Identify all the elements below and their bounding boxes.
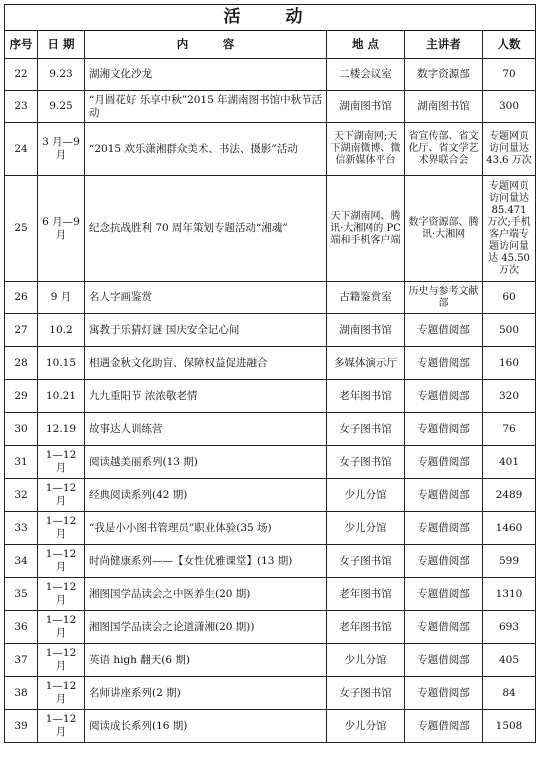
cell-place: 老年图书馆 bbox=[327, 380, 405, 413]
header-no: 序号 bbox=[5, 31, 38, 59]
cell-count: 专题网页访问量达 85.471 万次;手机客户端专题访问量达 45.50 万次 bbox=[483, 176, 536, 282]
cell-no: 29 bbox=[5, 380, 38, 413]
cell-content: 相遇金秋文化助盲、保障权益促进融合 bbox=[85, 347, 327, 380]
cell-place: 少儿分馆 bbox=[327, 710, 405, 743]
activity-table-wrapper bbox=[4, 4, 535, 743]
cell-count: 1508 bbox=[483, 710, 536, 743]
cell-no: 25 bbox=[5, 176, 38, 282]
cell-speaker: 专题借阅部 bbox=[405, 446, 483, 479]
cell-no: 37 bbox=[5, 644, 38, 677]
cell-speaker: 专题借阅部 bbox=[405, 479, 483, 512]
cell-no: 36 bbox=[5, 611, 38, 644]
cell-no: 26 bbox=[5, 282, 38, 314]
cell-speaker: 专题借阅部 bbox=[405, 677, 483, 710]
cell-place: 湖南图书馆 bbox=[327, 91, 405, 123]
cell-place: 老年图书馆 bbox=[327, 578, 405, 611]
cell-content: 湖湘文化沙龙 bbox=[85, 59, 327, 91]
header-content: 内 容 bbox=[85, 31, 327, 59]
cell-count: 1310 bbox=[483, 578, 536, 611]
cell-place: 女子图书馆 bbox=[327, 446, 405, 479]
cell-content: 阅读越美丽系列(13 期) bbox=[85, 446, 327, 479]
cell-content: 英语 high 翻天(6 期) bbox=[85, 644, 327, 677]
cell-speaker: 专题借阅部 bbox=[405, 578, 483, 611]
cell-speaker: 专题借阅部 bbox=[405, 644, 483, 677]
cell-no: 32 bbox=[5, 479, 38, 512]
cell-content: “月圆花好 乐享中秋”2015 年湖南图书馆中秋节活动 bbox=[85, 91, 327, 123]
table-title: 活 动 bbox=[5, 5, 536, 31]
cell-count: 405 bbox=[483, 644, 536, 677]
cell-place: 湖南图书馆 bbox=[327, 314, 405, 347]
cell-date: 1—12 月 bbox=[38, 710, 85, 743]
table-row bbox=[5, 710, 536, 743]
header-date: 日 期 bbox=[38, 31, 85, 59]
cell-no: 33 bbox=[5, 512, 38, 545]
cell-content: 经典阅读系列(42 期) bbox=[85, 479, 327, 512]
cell-speaker: 专题借阅部 bbox=[405, 545, 483, 578]
cell-place: 少儿分馆 bbox=[327, 512, 405, 545]
cell-date: 9.23 bbox=[38, 59, 85, 91]
cell-speaker: 专题借阅部 bbox=[405, 710, 483, 743]
cell-place: 天下湖南网、腾讯·大湘网的 PC 端和手机客户端 bbox=[327, 176, 405, 282]
cell-count: 320 bbox=[483, 380, 536, 413]
cell-content: 纪念抗战胜利 70 周年策划专题活动“湘魂” bbox=[85, 176, 327, 282]
cell-count: 70 bbox=[483, 59, 536, 91]
cell-date: 12.19 bbox=[38, 413, 85, 446]
cell-date: 1—12 月 bbox=[38, 512, 85, 545]
cell-no: 23 bbox=[5, 91, 38, 123]
cell-speaker: 专题借阅部 bbox=[405, 512, 483, 545]
cell-count: 专题网页访问量达 43.6 万次 bbox=[483, 123, 536, 176]
cell-date: 9.25 bbox=[38, 91, 85, 123]
cell-date: 1—12 月 bbox=[38, 611, 85, 644]
table-row bbox=[5, 545, 536, 578]
cell-place: 少儿分馆 bbox=[327, 644, 405, 677]
table-row bbox=[5, 380, 536, 413]
cell-no: 34 bbox=[5, 545, 38, 578]
cell-speaker: 专题借阅部 bbox=[405, 413, 483, 446]
cell-date: 10.15 bbox=[38, 347, 85, 380]
table-row bbox=[5, 59, 536, 91]
cell-count: 1460 bbox=[483, 512, 536, 545]
cell-speaker: 湖南图书馆 bbox=[405, 91, 483, 123]
cell-content: 时尚健康系列——【女性优雅课堂】(13 期) bbox=[85, 545, 327, 578]
cell-content: 湘图国学品读会之论道潇湘(20 期)) bbox=[85, 611, 327, 644]
cell-date: 1—12 月 bbox=[38, 578, 85, 611]
cell-no: 28 bbox=[5, 347, 38, 380]
cell-no: 22 bbox=[5, 59, 38, 91]
cell-no: 38 bbox=[5, 677, 38, 710]
cell-content: 故事达人训练营 bbox=[85, 413, 327, 446]
table-row bbox=[5, 677, 536, 710]
cell-place: 天下湖南网;天下湖南微博、微信新媒体平台 bbox=[327, 123, 405, 176]
cell-speaker: 数字资源部、腾讯·大湘网 bbox=[405, 176, 483, 282]
table-row bbox=[5, 413, 536, 446]
cell-place: 老年图书馆 bbox=[327, 611, 405, 644]
cell-count: 599 bbox=[483, 545, 536, 578]
table-row bbox=[5, 282, 536, 314]
cell-count: 76 bbox=[483, 413, 536, 446]
header-row bbox=[5, 31, 536, 59]
cell-speaker: 专题借阅部 bbox=[405, 314, 483, 347]
cell-date: 6 月—9 月 bbox=[38, 176, 85, 282]
header-count: 人数 bbox=[483, 31, 536, 59]
table-row bbox=[5, 91, 536, 123]
table-row bbox=[5, 611, 536, 644]
table-row bbox=[5, 644, 536, 677]
cell-count: 300 bbox=[483, 91, 536, 123]
cell-count: 2489 bbox=[483, 479, 536, 512]
cell-content: “2015 欢乐潇湘群众美术、书法、摄影”活动 bbox=[85, 123, 327, 176]
cell-date: 1—12 月 bbox=[38, 545, 85, 578]
cell-date: 9 月 bbox=[38, 282, 85, 314]
cell-speaker: 数字资源部 bbox=[405, 59, 483, 91]
cell-content: 寓教于乐猜灯谜 国庆安全记心间 bbox=[85, 314, 327, 347]
cell-date: 10.21 bbox=[38, 380, 85, 413]
cell-no: 24 bbox=[5, 123, 38, 176]
table-row bbox=[5, 578, 536, 611]
table-row bbox=[5, 347, 536, 380]
cell-place: 女子图书馆 bbox=[327, 677, 405, 710]
activity-table bbox=[4, 4, 536, 743]
table-row bbox=[5, 512, 536, 545]
cell-place: 二楼会议室 bbox=[327, 59, 405, 91]
cell-date: 1—12 月 bbox=[38, 644, 85, 677]
cell-date: 1—12 月 bbox=[38, 677, 85, 710]
cell-date: 1—12 月 bbox=[38, 446, 85, 479]
cell-date: 1—12 月 bbox=[38, 479, 85, 512]
cell-no: 31 bbox=[5, 446, 38, 479]
cell-count: 84 bbox=[483, 677, 536, 710]
cell-place: 多媒体演示厅 bbox=[327, 347, 405, 380]
cell-no: 27 bbox=[5, 314, 38, 347]
cell-count: 500 bbox=[483, 314, 536, 347]
cell-count: 160 bbox=[483, 347, 536, 380]
cell-count: 693 bbox=[483, 611, 536, 644]
table-row bbox=[5, 479, 536, 512]
cell-content: 名人字画鉴赏 bbox=[85, 282, 327, 314]
cell-date: 3 月—9 月 bbox=[38, 123, 85, 176]
cell-speaker: 历史与参考文献部 bbox=[405, 282, 483, 314]
table-row bbox=[5, 176, 536, 282]
cell-speaker: 专题借阅部 bbox=[405, 611, 483, 644]
cell-speaker: 省宣传部、省文化厅、省文学艺术界联合会 bbox=[405, 123, 483, 176]
cell-speaker: 专题借阅部 bbox=[405, 380, 483, 413]
cell-content: 名师讲座系列(2 期) bbox=[85, 677, 327, 710]
cell-place: 女子图书馆 bbox=[327, 413, 405, 446]
cell-speaker: 专题借阅部 bbox=[405, 347, 483, 380]
header-place: 地 点 bbox=[327, 31, 405, 59]
cell-count: 401 bbox=[483, 446, 536, 479]
cell-date: 10.2 bbox=[38, 314, 85, 347]
table-row bbox=[5, 123, 536, 176]
cell-place: 古籍鉴赏室 bbox=[327, 282, 405, 314]
table-row bbox=[5, 446, 536, 479]
cell-content: 湘图国学品读会之中医养生(20 期) bbox=[85, 578, 327, 611]
cell-no: 39 bbox=[5, 710, 38, 743]
cell-place: 少儿分馆 bbox=[327, 479, 405, 512]
cell-content: 九九重阳节 浓浓敬老情 bbox=[85, 380, 327, 413]
cell-place: 女子图书馆 bbox=[327, 545, 405, 578]
cell-no: 35 bbox=[5, 578, 38, 611]
cell-content: 阅读成长系列(16 期) bbox=[85, 710, 327, 743]
header-speaker: 主讲者 bbox=[405, 31, 483, 59]
cell-content: “我是小小图书管理员”职业体验(35 场) bbox=[85, 512, 327, 545]
cell-count: 60 bbox=[483, 282, 536, 314]
table-row bbox=[5, 314, 536, 347]
cell-no: 30 bbox=[5, 413, 38, 446]
